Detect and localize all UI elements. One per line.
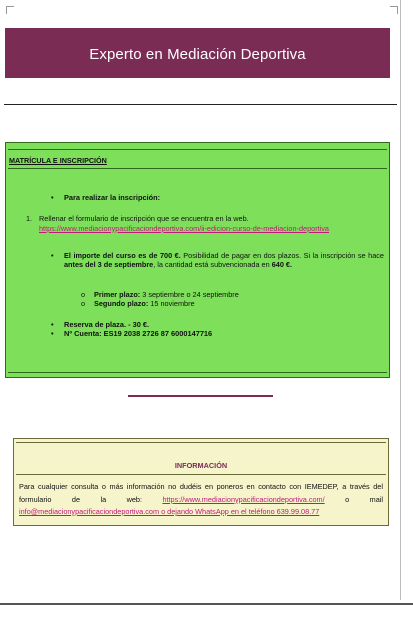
- section-rule: [16, 474, 386, 475]
- fee-amount: El importe del curso es de 700 €.: [64, 251, 181, 260]
- corner-mark-right: [390, 6, 398, 14]
- first-term-label: Primer plazo:: [94, 290, 141, 299]
- second-term-item: [81, 299, 195, 308]
- page-title: Experto en Mediación Deportiva: [89, 46, 306, 63]
- second-term-text: [94, 299, 195, 308]
- fee-subsidized-amount: 640 €.: [271, 260, 292, 269]
- account-item: [51, 329, 212, 338]
- first-term-text: [94, 290, 239, 299]
- second-term-value: 15 noviembre: [148, 299, 195, 308]
- title-banner: [5, 28, 390, 78]
- account-number: Nº Cuenta: ES19 2038 2726 87 6000147716: [64, 329, 213, 338]
- info-heading: INFORMACIÓN: [174, 461, 228, 470]
- info-text-or-mail: o mail: [324, 494, 383, 504]
- email-link[interactable]: info@mediacionypacificaciondeportiva.com o dejando WhatsApp en el teléfono 639.99.08.77: [19, 507, 320, 516]
- section-rule: [16, 442, 386, 443]
- how-to-label: Para realizar la inscripción:: [64, 193, 161, 202]
- how-to-item: [51, 193, 160, 202]
- bullet-icon: •: [51, 320, 54, 329]
- info-text-intro: Para cualquier consulta o más información no dudéis en poneros en contacto con IEMEDEP, a través del formulario de la web:: [19, 482, 383, 504]
- bullet-icon: •: [51, 193, 54, 202]
- section-rule: [8, 149, 387, 150]
- circle-bullet-icon: o: [81, 299, 86, 308]
- info-text: [19, 481, 383, 519]
- section-divider: [128, 395, 273, 397]
- page-corner-marks: [6, 6, 398, 26]
- corner-mark-left: [6, 6, 14, 14]
- fee-item: [51, 251, 384, 269]
- step-item: [26, 214, 384, 233]
- second-term-label: Segundo plazo:: [94, 299, 149, 308]
- info-section: [13, 438, 389, 526]
- bullet-icon: •: [51, 329, 54, 338]
- enrollment-section: [5, 142, 390, 378]
- fee-deadline: antes del 3 de septiembre: [64, 260, 154, 269]
- website-link[interactable]: https://www.mediacionypacificaciondeportiva.com/: [162, 494, 325, 504]
- bullet-icon: •: [51, 251, 54, 260]
- step-number: 1.: [26, 214, 33, 223]
- fee-description: Posibilidad de pagar en dos plazos. Si la inscripción se hace: [180, 251, 384, 260]
- reservation-text: Reserva de plaza. - 30 €.: [64, 320, 150, 329]
- section-rule: [8, 168, 387, 169]
- fee-text: [64, 251, 384, 269]
- page-bottom-border: [0, 603, 413, 605]
- reservation-item: [51, 320, 149, 329]
- step-text: Rellenar el formulario de inscripción que se encuentra en la web.: [39, 214, 249, 223]
- fee-description-continued: , la cantidad está subvencionada en: [153, 260, 272, 269]
- circle-bullet-icon: o: [81, 290, 86, 299]
- enrollment-heading: MATRÍCULA E INSCRIPCIÓN: [9, 156, 107, 165]
- first-term-value: 3 septiembre o 24 septiembre: [140, 290, 239, 299]
- horizontal-rule: [4, 104, 397, 105]
- registration-link[interactable]: https://www.mediacionypacificaciondeportiva.com/ii-edicion-curso-de-mediacion-deportiva: [39, 223, 329, 233]
- section-rule: [8, 372, 387, 373]
- first-term-item: [81, 290, 239, 299]
